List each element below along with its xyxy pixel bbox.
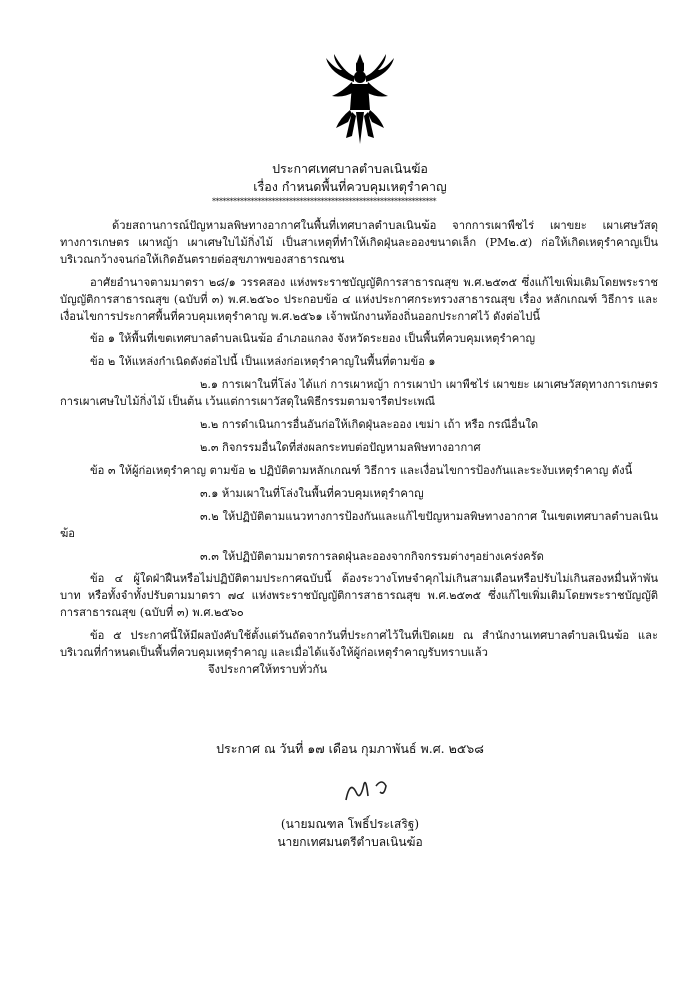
garuda-emblem-icon [322, 52, 398, 146]
clause-3-3: ๓.๓ ให้ปฏิบัติตามมาตรการลดฝุ่นละอองจากกิจกรรมต่างๆอย่างเคร่งครัด [200, 549, 544, 563]
intro-paragraph: ด้วยสถานการณ์ปัญหามลพิษทางอากาศในพื้นที่เทศบาลตำบลเนินฆ้อ จากการเผาพืชไร่ เผาขยะ เผาเศษวัสดุทางการเกษตร เผาหญ้า เผาเศษใบไม้กิ่งไม้ เป็นสาเหตุที่ทำให้เกิดฝุ่นละอองขนาดเล็ก (PM๒.๕) ก่อให้เกิดเหตุรำคาญเป็นบริเวณกว้างจนก่อให้เกิดอันตรายต่อสุขภาพของสาธารณชน [60, 219, 658, 266]
handwritten-signature [340, 770, 400, 810]
clause-3-2: ๓.๒ ให้ปฏิบัติตามแนวทางการป้องกันและแก้ไขปัญหามลพิษทางอากาศ ในเขตเทศบาลตำบลเนินฆ้อ [60, 509, 658, 540]
clause-1: ข้อ ๑ ให้พื้นที่เขตเทศบาลตำบลเนินฆ้อ อำเภอแกลง จังหวัดระยอง เป็นพื้นที่ควบคุมเหตุรำคาญ [90, 332, 536, 346]
clause-2-3: ๒.๓ กิจกรรมอื่นใดที่ส่งผลกระทบต่อปัญหามลพิษทางอากาศ [200, 440, 481, 454]
signer-name: (นายมณฑล โพธิ์ประเสริฐ) [280, 817, 420, 831]
clause-2-1: ๒.๑ การเผาในที่โล่ง ได้แก่ การเผาหญ้า การเผาป่า เผาพืชไร่ เผาขยะ เผาเศษวัสดุทางการเกษตร การเผาเศษใบไม้กิ่งไม้ เป็นต้น เว้นแต่การเผาวัสดุในพิธีกรรมตามจารีตประเพณี [60, 378, 658, 409]
authority-paragraph: อาศัยอำนาจตามมาตรา ๒๘/๑ วรรคสอง แห่งพระราชบัญญัติการสาธารณสุข พ.ศ.๒๕๓๕ ซึ่งแก้ไขเพิ่มเติมโดยพระราชบัญญัติการสาธารณสุข (ฉบับที่ ๓) พ.ศ.๒๕๖๐ ประกอบข้อ ๔ แห่งประกาศกระทรวงสาธารณสุข เรื่อง หลักเกณฑ์ วิธีการ และเงื่อนไขการประกาศพื้นที่ควบคุมเหตุรำคาญ พ.ศ.๒๕๖๑ เจ้าพนักงานท้องถิ่นออกประกาศไว้ ดังต่อไปนี้ [60, 275, 658, 323]
clause-3-1: ๓.๑ ห้ามเผาในที่โล่งในพื้นที่ควบคุมเหตุรำคาญ [200, 486, 424, 500]
clause-2: ข้อ ๒ ให้แหล่งกำเนิดดังต่อไปนี้ เป็นแหล่งก่อเหตุรำคาญในพื้นที่ตามข้อ ๑ [90, 355, 436, 369]
announcement-title: ประกาศเทศบาลตำบลเนินฆ้อ [272, 161, 428, 176]
clause-5: ข้อ ๕ ประกาศนี้ให้มีผลบังคับใช้ตั้งแต่วันถัดจากวันที่ประกาศไว้ในที่เปิดเผย ณ สำนักงานเทศบาลตำบลเนินฆ้อ และบริเวณที่กำหนดเป็นพื้นที่ควบคุมเหตุรำคาญ และเมื่อได้แจ้งให้ผู้ก่อเหตุรำคาญรับทราบแล้ว [60, 629, 658, 660]
separator-line: **************************************************************** [212, 197, 436, 206]
announcement-date: ประกาศ ณ วันที่ ๑๗ เดือน กุมภาพันธ์ พ.ศ. ๒๕๖๘ [216, 741, 484, 756]
announcement-body [60, 218, 658, 685]
clause-4: ข้อ ๔ ผู้ใดฝ่าฝืนหรือไม่ปฏิบัติตามประกาศฉบับนี้ ต้องระวางโทษจำคุกไม่เกินสามเดือนหรือปรับไม่เกินสองหมื่นห้าพันบาท หรือทั้งจำทั้งปรับตามมาตรา ๗๔ แห่งพระราชบัญญัติการสาธารณสุข พ.ศ.๒๕๓๕ ซึ่งแก้ไขเพิ่มเติมโดยพระราชบัญญัติการสาธารณสุข (ฉบับที่ ๓) พ.ศ.๒๕๖๐ [60, 572, 658, 620]
announcement-subject: เรื่อง กำหนดพื้นที่ควบคุมเหตุรำคาญ [253, 179, 447, 194]
closing-statement: จึงประกาศให้ทราบทั่วกัน [208, 662, 327, 676]
signer-position: นายกเทศมนตรีตำบลเนินฆ้อ [277, 835, 423, 849]
clause-3: ข้อ ๓ ให้ผู้ก่อเหตุรำคาญ ตามข้อ ๒ ปฏิบัติตามหลักเกณฑ์ วิธีการ และเงื่อนไขการป้องกันและระงับเหตุรำคาญ ดังนี้ [90, 463, 633, 477]
clause-2-2: ๒.๒ การดำเนินการอื่นอันก่อให้เกิดฝุ่นละออง เขม่า เถ้า หรือ กรณีอื่นใด [200, 418, 539, 432]
